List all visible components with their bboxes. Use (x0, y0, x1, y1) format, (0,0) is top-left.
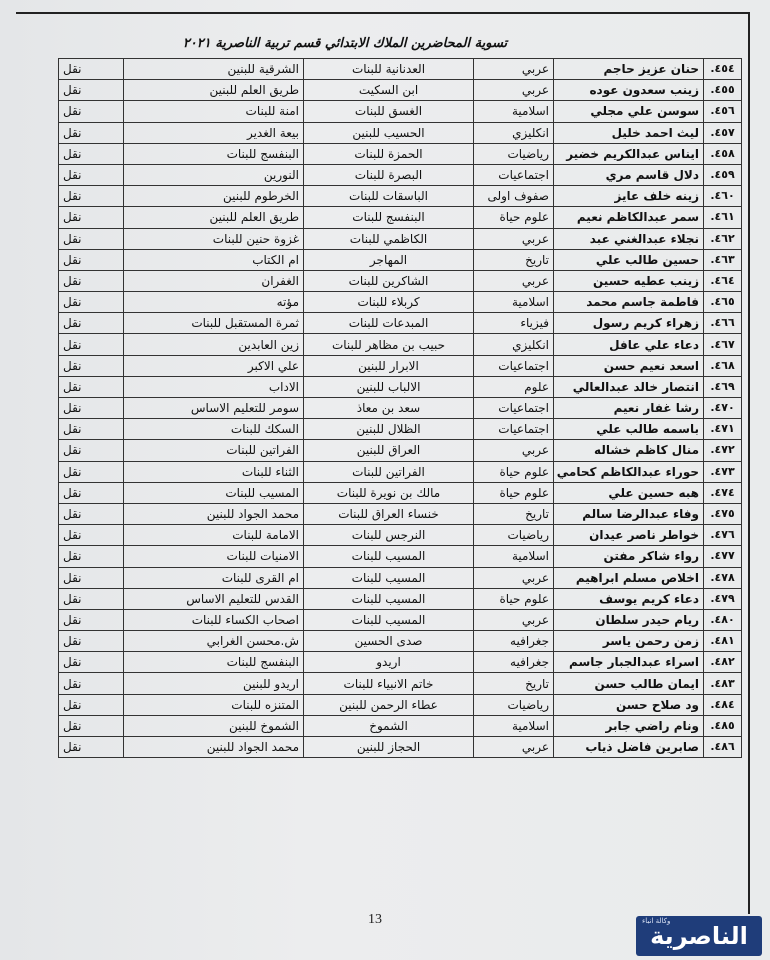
cell-name: نجلاء عبدالغني عبد (554, 228, 704, 249)
cell-name: صابرين فاضل ذياب (554, 737, 704, 758)
cell-spec: اسلامية (474, 292, 554, 313)
table-row (59, 546, 742, 567)
cell-from: المهاجر (304, 249, 474, 270)
cell-spec: اسلامية (474, 101, 554, 122)
cell-num: ٤٨٠. (704, 609, 742, 630)
cell-name: حسين طالب علي (554, 249, 704, 270)
cell-name: حوراء عبدالكاظم كحامي (554, 461, 704, 482)
cell-spec: اجتماعيات (474, 398, 554, 419)
cell-to: الشموخ للبنين (124, 715, 304, 736)
cell-to: البنفسج للبنات (124, 652, 304, 673)
cell-name: اسراء عبدالجبار جاسم (554, 652, 704, 673)
table-row (59, 313, 742, 334)
cell-from: المسيب للبنات (304, 588, 474, 609)
cell-spec: علوم حياة (474, 482, 554, 503)
cell-type: نقل (59, 631, 124, 652)
cell-to: اصحاب الكساء للبنات (124, 609, 304, 630)
table-row (59, 694, 742, 715)
cell-to: ش.محسن الغرابي (124, 631, 304, 652)
page-number: 13 (368, 912, 382, 927)
table-row (59, 164, 742, 185)
cell-num: ٤٦٦. (704, 313, 742, 334)
cell-to: محمد الجواد للبنين (124, 503, 304, 524)
cell-spec: عربي (474, 609, 554, 630)
cell-type: نقل (59, 503, 124, 524)
cell-num: ٤٦٩. (704, 376, 742, 397)
cell-from: سعد بن معاذ (304, 398, 474, 419)
cell-type: نقل (59, 715, 124, 736)
table-row (59, 503, 742, 524)
cell-from: النرجس للبنات (304, 525, 474, 546)
cell-num: ٤٨٢. (704, 652, 742, 673)
cell-from: صدى الحسين (304, 631, 474, 652)
cell-type: نقل (59, 546, 124, 567)
cell-from: ابن السكيت (304, 80, 474, 101)
cell-type: نقل (59, 164, 124, 185)
cell-type: نقل (59, 525, 124, 546)
cell-num: ٤٦٠. (704, 186, 742, 207)
cell-num: ٤٦٨. (704, 355, 742, 376)
cell-num: ٤٨٦. (704, 737, 742, 758)
cell-num: ٤٨٣. (704, 673, 742, 694)
cell-name: منال كاظم خشاله (554, 440, 704, 461)
table-row (59, 270, 742, 291)
cell-type: نقل (59, 567, 124, 588)
cell-to: اريدو للبنين (124, 673, 304, 694)
cell-to: طريق العلم للبنين (124, 80, 304, 101)
table-row (59, 398, 742, 419)
cell-spec: عربي (474, 567, 554, 588)
cell-from: المسيب للبنات (304, 567, 474, 588)
cell-num: ٤٨٤. (704, 694, 742, 715)
cell-name: دلال قاسم مري (554, 164, 704, 185)
cell-num: ٤٦٤. (704, 270, 742, 291)
cell-spec: جغرافيه (474, 631, 554, 652)
cell-type: نقل (59, 419, 124, 440)
cell-type: نقل (59, 482, 124, 503)
table-row (59, 482, 742, 503)
table-row (59, 143, 742, 164)
cell-num: ٤٧٧. (704, 546, 742, 567)
cell-type: نقل (59, 673, 124, 694)
cell-type: نقل (59, 207, 124, 228)
cell-type: نقل (59, 80, 124, 101)
cell-spec: تاريخ (474, 673, 554, 694)
cell-name: ود صلاح حسن (554, 694, 704, 715)
cell-name: زينه خلف عايز (554, 186, 704, 207)
cell-type: نقل (59, 59, 124, 80)
table-row (59, 715, 742, 736)
cell-num: ٤٦٢. (704, 228, 742, 249)
cell-type: نقل (59, 270, 124, 291)
cell-num: ٤٨٥. (704, 715, 742, 736)
cell-spec: فيزياء (474, 313, 554, 334)
cell-to: الخرطوم للبنين (124, 186, 304, 207)
cell-name: فاطمة جاسم محمد (554, 292, 704, 313)
cell-to: الثناء للبنات (124, 461, 304, 482)
cell-to: امنة للبنات (124, 101, 304, 122)
cell-type: نقل (59, 588, 124, 609)
cell-spec: اجتماعيات (474, 355, 554, 376)
table-row (59, 186, 742, 207)
transfer-table (58, 58, 742, 758)
cell-name: زمن رحمن ياسر (554, 631, 704, 652)
cell-to: طريق العلم للبنين (124, 207, 304, 228)
cell-from: العدنانية للبنات (304, 59, 474, 80)
cell-type: نقل (59, 398, 124, 419)
cell-spec: رياضيات (474, 694, 554, 715)
table-row (59, 652, 742, 673)
cell-from: الظلال للبنين (304, 419, 474, 440)
table-row (59, 228, 742, 249)
cell-num: ٤٥٧. (704, 122, 742, 143)
cell-num: ٤٧٦. (704, 525, 742, 546)
cell-from: المسيب للبنات (304, 546, 474, 567)
cell-spec: علوم (474, 376, 554, 397)
table-row (59, 461, 742, 482)
cell-num: ٤٧٨. (704, 567, 742, 588)
cell-from: الالباب للبنين (304, 376, 474, 397)
cell-name: ايمان طالب حسن (554, 673, 704, 694)
cell-to: المسيب للبنات (124, 482, 304, 503)
cell-from: العراق للبنين (304, 440, 474, 461)
table-row (59, 122, 742, 143)
cell-from: خاتم الانبياء للبنات (304, 673, 474, 694)
cell-type: نقل (59, 122, 124, 143)
cell-type: نقل (59, 737, 124, 758)
cell-spec: علوم حياة (474, 207, 554, 228)
cell-type: نقل (59, 652, 124, 673)
cell-num: ٤٥٤. (704, 59, 742, 80)
cell-from: الحجاز للبنين (304, 737, 474, 758)
cell-spec: رياضيات (474, 143, 554, 164)
table-row (59, 59, 742, 80)
cell-spec: عربي (474, 270, 554, 291)
cell-name: خواطر ناصر عيدان (554, 525, 704, 546)
cell-to: علي الاكبر (124, 355, 304, 376)
cell-num: ٤٧٢. (704, 440, 742, 461)
cell-to: غزوة حنين للبنات (124, 228, 304, 249)
cell-from: الحمزة للبنات (304, 143, 474, 164)
cell-to: الفراتين للبنات (124, 440, 304, 461)
cell-num: ٤٧٥. (704, 503, 742, 524)
cell-spec: عربي (474, 80, 554, 101)
cell-type: نقل (59, 186, 124, 207)
table-row (59, 376, 742, 397)
cell-num: ٤٥٦. (704, 101, 742, 122)
cell-spec: انكليزي (474, 122, 554, 143)
cell-spec: عربي (474, 59, 554, 80)
cell-num: ٤٥٨. (704, 143, 742, 164)
watermark-logo (636, 916, 762, 956)
cell-to: بيعة الغدير (124, 122, 304, 143)
cell-type: نقل (59, 355, 124, 376)
cell-name: ريام حيدر سلطان (554, 609, 704, 630)
cell-from: الحسيب للبنين (304, 122, 474, 143)
cell-num: ٤٥٩. (704, 164, 742, 185)
cell-type: نقل (59, 313, 124, 334)
table-row (59, 101, 742, 122)
cell-name: زهراء كريم رسول (554, 313, 704, 334)
cell-from: كربلاء للبنات (304, 292, 474, 313)
cell-from: عطاء الرحمن للبنين (304, 694, 474, 715)
table-row (59, 631, 742, 652)
table-row (59, 419, 742, 440)
transfer-table-body (59, 59, 742, 758)
cell-type: نقل (59, 334, 124, 355)
cell-num: ٤٧٤. (704, 482, 742, 503)
cell-to: زين العابدين (124, 334, 304, 355)
cell-name: سوسن علي مجلي (554, 101, 704, 122)
cell-num: ٤٦٥. (704, 292, 742, 313)
cell-num: ٤٧٩. (704, 588, 742, 609)
table-row (59, 588, 742, 609)
cell-spec: صفوف اولى (474, 186, 554, 207)
cell-name: ليث احمد خليل (554, 122, 704, 143)
cell-name: ايناس عبدالكريم خضير (554, 143, 704, 164)
cell-name: زينب عطيه حسين (554, 270, 704, 291)
cell-to: ام الكتاب (124, 249, 304, 270)
page-title: تسوية المحاضرين الملاك الابتدائي قسم تربية الناصرية ٢٠٢١ (182, 36, 508, 51)
cell-name: اسعد نعيم حسن (554, 355, 704, 376)
table-row (59, 440, 742, 461)
cell-name: انتصار خالد عبدالعالي (554, 376, 704, 397)
cell-name: دعاء علي عافل (554, 334, 704, 355)
cell-to: القدس للتعليم الاساس (124, 588, 304, 609)
cell-spec: اسلامية (474, 715, 554, 736)
cell-from: الباسقات للبنات (304, 186, 474, 207)
cell-name: اخلاص مسلم ابراهيم (554, 567, 704, 588)
cell-name: ونام راضي جابر (554, 715, 704, 736)
cell-from: الشموخ (304, 715, 474, 736)
cell-num: ٤٦١. (704, 207, 742, 228)
cell-spec: اجتماعيات (474, 419, 554, 440)
cell-name: دعاء كريم يوسف (554, 588, 704, 609)
cell-to: الامنيات للبنات (124, 546, 304, 567)
cell-type: نقل (59, 101, 124, 122)
cell-from: الغسق للبنات (304, 101, 474, 122)
table-row (59, 334, 742, 355)
cell-name: سمر عبدالكاظم نعيم (554, 207, 704, 228)
cell-spec: تاريخ (474, 503, 554, 524)
cell-from: البنفسج للبنات (304, 207, 474, 228)
cell-type: نقل (59, 228, 124, 249)
cell-to: سومر للتعليم الاساس (124, 398, 304, 419)
cell-spec: تاريخ (474, 249, 554, 270)
cell-to: مؤته (124, 292, 304, 313)
cell-type: نقل (59, 609, 124, 630)
cell-from: البصرة للبنات (304, 164, 474, 185)
cell-name: حنان عزيز حاجم (554, 59, 704, 80)
table-row (59, 525, 742, 546)
cell-from: خنساء العراق للبنات (304, 503, 474, 524)
cell-type: نقل (59, 249, 124, 270)
cell-type: نقل (59, 694, 124, 715)
cell-from: المبدعات للبنات (304, 313, 474, 334)
cell-from: اريدو (304, 652, 474, 673)
table-row (59, 207, 742, 228)
cell-to: الغفران (124, 270, 304, 291)
logo-subtext: وكالة انباء (642, 917, 671, 925)
cell-from: حبيب بن مظاهر للبنات (304, 334, 474, 355)
cell-type: نقل (59, 376, 124, 397)
cell-from: المسيب للبنات (304, 609, 474, 630)
cell-spec: علوم حياة (474, 588, 554, 609)
table-row (59, 80, 742, 101)
cell-to: الشرقية للبنين (124, 59, 304, 80)
cell-to: محمد الجواد للبنين (124, 737, 304, 758)
cell-from: الكاظمي للبنات (304, 228, 474, 249)
cell-to: البنفسج للبنات (124, 143, 304, 164)
cell-spec: عربي (474, 440, 554, 461)
cell-type: نقل (59, 461, 124, 482)
cell-num: ٤٨١. (704, 631, 742, 652)
cell-to: ام القرى للبنات (124, 567, 304, 588)
cell-num: ٤٦٧. (704, 334, 742, 355)
cell-from: الابرار للبنين (304, 355, 474, 376)
cell-spec: اجتماعيات (474, 164, 554, 185)
cell-to: ثمرة المستقبل للبنات (124, 313, 304, 334)
cell-num: ٤٥٥. (704, 80, 742, 101)
table-row (59, 673, 742, 694)
cell-to: الامامة للبنات (124, 525, 304, 546)
cell-num: ٤٦٣. (704, 249, 742, 270)
cell-name: رشا غفار نعيم (554, 398, 704, 419)
table-row (59, 567, 742, 588)
cell-to: المتنزه للبنات (124, 694, 304, 715)
cell-num: ٤٧٠. (704, 398, 742, 419)
cell-spec: انكليزي (474, 334, 554, 355)
cell-type: نقل (59, 143, 124, 164)
cell-spec: اسلامية (474, 546, 554, 567)
cell-spec: عربي (474, 737, 554, 758)
cell-num: ٤٧٣. (704, 461, 742, 482)
logo-text: الناصرية (650, 922, 748, 950)
table-row (59, 737, 742, 758)
cell-to: الاداب (124, 376, 304, 397)
cell-type: نقل (59, 440, 124, 461)
cell-name: وفاء عبدالرضا سالم (554, 503, 704, 524)
cell-to: السكك للبنات (124, 419, 304, 440)
cell-name: باسمه طالب علي (554, 419, 704, 440)
cell-to: النورين (124, 164, 304, 185)
cell-from: الشاكرين للبنات (304, 270, 474, 291)
table-row (59, 249, 742, 270)
cell-spec: رياضيات (474, 525, 554, 546)
table-row (59, 609, 742, 630)
cell-spec: عربي (474, 228, 554, 249)
cell-spec: علوم حياة (474, 461, 554, 482)
cell-spec: جغرافيه (474, 652, 554, 673)
table-row (59, 292, 742, 313)
cell-num: ٤٧١. (704, 419, 742, 440)
cell-name: رواء شاكر مفتن (554, 546, 704, 567)
cell-name: زينب سعدون عوده (554, 80, 704, 101)
cell-from: الفراتين للبنات (304, 461, 474, 482)
cell-from: مالك بن نويرة للبنات (304, 482, 474, 503)
cell-name: هبه حسين علي (554, 482, 704, 503)
table-row (59, 355, 742, 376)
cell-type: نقل (59, 292, 124, 313)
